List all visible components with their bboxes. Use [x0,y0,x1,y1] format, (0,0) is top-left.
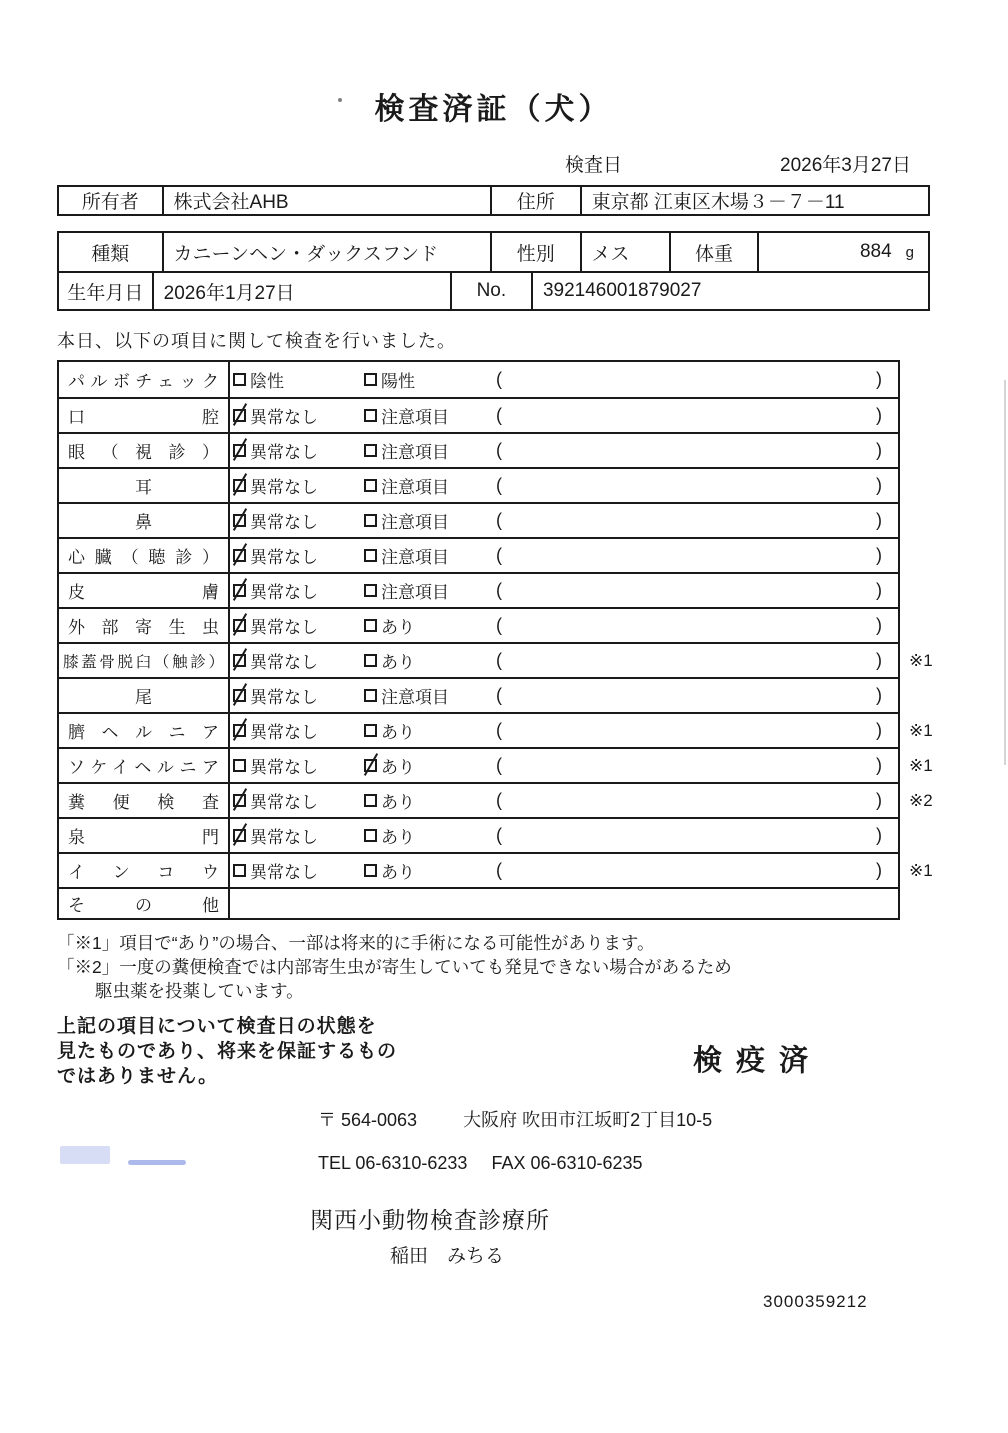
inspection-date-label: 検査日 [565,155,623,176]
footnote-marker: ※1 [909,755,933,775]
exam-item-label: 眼（視診） [68,443,219,462]
exam-item-label-cell [59,644,230,677]
remarks-field [496,860,898,881]
disclaimer-line-1: 上記の項目について検査日の状態を [57,1016,377,1037]
paren-open: ( [496,720,502,740]
exam-row [59,467,898,502]
disclaimer [57,1014,477,1089]
breed-value: カニーンヘン・ダックスフンド [162,233,490,271]
inspection-date-row [57,150,930,177]
exam-item-content [230,644,898,677]
checkbox-icon [233,724,246,737]
exam-option-2-label: 注意項目 [381,408,449,427]
checkbox-icon [233,864,246,877]
exam-table [57,360,933,920]
footnote-2-line-2: 駆虫薬を投薬しています。 [95,981,304,1001]
exam-item-content [230,819,898,852]
exam-item-content [230,469,898,502]
exam-item-label-cell [59,362,230,397]
exam-item-label-cell [59,714,230,747]
exam-item-label: 尾 [135,688,152,707]
checkbox-icon [233,654,246,667]
exam-option-1 [233,613,364,638]
exam-row [59,712,933,747]
pet-table-row-1 [59,233,928,271]
exam-row [59,852,933,887]
exam-row [59,887,898,918]
exam-option-2 [364,438,496,463]
exam-item-content [230,889,898,918]
checkbox-icon [364,829,377,842]
checkbox-icon [233,584,246,597]
exam-row [59,677,898,712]
exam-option-2 [364,578,496,603]
scan-artifact-blue [60,1146,110,1164]
exam-item-label-cell [59,504,230,537]
clinic-address: 大阪府 吹田市江坂町2丁目10-5 [463,1110,713,1130]
sex-label: 性別 [490,233,580,271]
exam-item-label: 糞便検査 [68,793,219,812]
exam-option-1 [233,543,364,568]
checkbox-icon [364,794,377,807]
footnote-1: 「※1」項目で“あり”の場合、一部は将来的に手術になる可能性があります。 [57,933,655,953]
exam-item-label-cell [59,854,230,887]
remarks-field [496,440,898,461]
exam-item-content [230,434,898,467]
exam-option-2-label: 陽性 [381,372,415,391]
exam-option-1-label: 異常なし [250,408,318,427]
exam-option-1-label: 異常なし [250,653,318,672]
exam-item-label-cell [59,819,230,852]
exam-option-1 [233,823,364,848]
paren-close: ) [876,685,882,705]
exam-option-1 [233,367,364,392]
exam-option-1-label: 異常なし [250,688,318,707]
exam-item-label: 膝蓋骨脱臼（触診） [63,653,224,671]
checkbox-icon [364,514,377,527]
exam-option-1 [233,753,364,778]
pet-table-row-2 [59,271,928,309]
exam-option-2 [364,683,496,708]
exam-item-label-cell [59,784,230,817]
checkbox-icon [364,654,377,667]
id-number-value: 392146001879027 [531,273,928,309]
remarks-field [496,720,898,741]
exam-item-content [230,362,898,397]
exam-row [59,817,898,852]
paren-close: ) [876,369,882,389]
exam-option-2 [364,788,496,813]
exam-item-content [230,609,898,642]
clinic-phone-line [318,1153,930,1174]
exam-item-label: 皮膚 [68,583,219,602]
exam-item-label-cell [59,609,230,642]
checkbox-icon [364,479,377,492]
exam-option-1 [233,683,364,708]
exam-item-label: 鼻 [135,513,152,532]
scan-artifact-edge [1004,380,1006,765]
address-label: 住所 [490,187,580,214]
exam-option-2 [364,473,496,498]
exam-option-2 [364,403,496,428]
exam-item-label: 臍ヘルニア [68,723,219,742]
paren-close: ) [876,755,882,775]
exam-option-1 [233,718,364,743]
exam-item-content [230,399,898,432]
exam-option-2-label: 注意項目 [381,688,449,707]
owner-table [57,185,930,216]
footnote-marker: ※2 [909,790,933,810]
exam-option-2-label: 注意項目 [381,513,449,532]
paren-close: ) [876,790,882,810]
paren-close: ) [876,475,882,495]
checkbox-icon [364,549,377,562]
exam-item-label-cell [59,469,230,502]
weight-value: 884 [859,241,892,262]
exam-option-1 [233,473,364,498]
exam-item-label-cell [59,574,230,607]
paren-close: ) [876,580,882,600]
exam-row [59,642,933,677]
exam-item-label: パルボチェック [68,372,219,391]
remarks-field [496,475,898,496]
remarks-field [496,405,898,426]
footnote-marker: ※1 [909,720,933,740]
remarks-field [496,615,898,636]
checkbox-icon [364,689,377,702]
paren-open: ( [496,790,502,810]
exam-option-1 [233,648,364,673]
exam-option-1 [233,438,364,463]
disclaimer-line-2: 見たものであり、将来を保証するもの [57,1041,398,1062]
id-number-label: No. [450,273,531,309]
exam-row [59,782,933,817]
exam-item-content [230,854,898,887]
exam-option-2 [364,858,496,883]
exam-option-1 [233,508,364,533]
exam-item-label: その他 [68,896,219,915]
checkbox-icon [233,549,246,562]
remarks-field [496,825,898,846]
exam-item-label-cell [59,889,230,918]
exam-option-1-label: 異常なし [250,723,318,742]
weight-value-cell [757,233,928,271]
exam-item-label: 泉門 [68,828,219,847]
weight-label: 体重 [669,233,757,271]
exam-item-label-cell [59,539,230,572]
paren-close: ) [876,440,882,460]
remarks-field [496,369,898,390]
checkbox-icon [233,829,246,842]
veterinarian-name: 稲田 みちる [390,1246,505,1267]
exam-option-1-label: 異常なし [250,758,318,777]
breed-label: 種類 [91,243,130,265]
exam-option-2 [364,613,496,638]
paren-close: ) [876,405,882,425]
exam-option-1 [233,403,364,428]
exam-option-1-label: 異常なし [250,863,318,882]
paren-open: ( [496,755,502,775]
address-value: 東京都 江東区木場３－７－11 [580,187,928,214]
exam-option-1-label: 異常なし [250,443,318,462]
exam-item-label: 耳 [135,478,152,497]
remarks-field [496,650,898,671]
checkbox-icon [233,619,246,632]
exam-item-label: ソケイヘルニア [68,758,219,777]
paren-close: ) [876,615,882,635]
exam-item-label: 心臓（聴診） [68,548,219,567]
document-title: 検査済証（犬） [374,93,613,126]
paren-open: ( [496,615,502,635]
remarks-field [496,580,898,601]
exam-option-1-label: 異常なし [250,828,318,847]
exam-row [59,362,898,397]
checkbox-icon [233,373,246,386]
scan-artifact-dot [338,98,342,102]
exam-item-label: インコウ [68,863,219,882]
footnotes [57,931,930,1003]
weight-unit: g [905,243,914,261]
checkbox-icon [233,479,246,492]
remarks-field [496,545,898,566]
paren-open: ( [496,545,502,565]
exam-option-1 [233,858,364,883]
paren-close: ) [876,860,882,880]
checkbox-icon [364,584,377,597]
checkbox-icon [233,409,246,422]
paren-open: ( [496,860,502,880]
exam-option-1-label: 異常なし [250,478,318,497]
checkbox-icon [364,444,377,457]
paren-open: ( [496,510,502,530]
exam-option-1 [233,788,364,813]
exam-option-2 [364,718,496,743]
exam-option-1-label: 異常なし [250,618,318,637]
footnote-marker: ※1 [909,860,933,880]
checkbox-icon [364,373,377,386]
clinic-fax: FAX 06-6310-6235 [491,1153,643,1173]
exam-row [59,432,898,467]
paren-close: ) [876,545,882,565]
checkbox-icon [233,689,246,702]
exam-option-2-label: あり [381,863,415,882]
serial-number: 3000359212 [763,1292,868,1311]
remarks-field [496,510,898,531]
owner-label: 所有者 [81,192,139,213]
exam-option-1-label: 異常なし [250,793,318,812]
checkbox-icon [233,794,246,807]
exam-option-2 [364,508,496,533]
exam-option-2-label: あり [381,828,415,847]
exam-item-label: 外部寄生虫 [68,618,219,637]
exam-option-1-label: 異常なし [250,583,318,602]
exam-option-2-label: 注意項目 [381,548,449,567]
paren-open: ( [496,440,502,460]
exam-item-content [230,574,898,607]
pet-table [57,231,930,311]
owner-value: 株式会社AHB [162,187,491,214]
checkbox-icon [364,864,377,877]
exam-item-label-cell [59,434,230,467]
exam-row [59,537,898,572]
intro-text: 本日、以下の項目に関して検査を行いました。 [57,331,456,351]
checkbox-icon [364,759,377,772]
exam-item-content [230,539,898,572]
exam-option-2-label: あり [381,793,415,812]
exam-item-label-cell [59,399,230,432]
remarks-field [496,790,898,811]
exam-option-2-label: 注意項目 [381,583,449,602]
paren-close: ) [876,510,882,530]
disclaimer-line-3: ではありません。 [57,1066,219,1087]
exam-row [59,607,898,642]
exam-option-2-label: 注意項目 [381,478,449,497]
exam-option-2-label: あり [381,723,415,742]
paren-close: ) [876,720,882,740]
exam-item-content [230,714,898,747]
paren-open: ( [496,825,502,845]
exam-row [59,502,898,537]
scan-artifact-blue [128,1160,186,1165]
exam-option-1-label: 異常なし [250,513,318,532]
exam-option-2 [364,823,496,848]
exam-row [59,747,933,782]
footnote-2-line-1: 「※2」一度の糞便検査では内部寄生虫が寄生していても発見できない場合があるため [57,957,732,977]
inspection-date-value: 2026年3月27日 [780,155,911,176]
postal-code: 〒 564-0063 [318,1110,418,1130]
checkbox-icon [233,514,246,527]
exam-row [59,397,898,432]
checkbox-icon [364,724,377,737]
checkbox-icon [364,409,377,422]
paren-open: ( [496,369,502,389]
birth-value: 2026年1月27日 [152,273,450,309]
exam-option-1 [233,578,364,603]
exam-option-1-label: 異常なし [250,548,318,567]
clinic-name: 関西小動物検査診療所 [310,1207,550,1233]
exam-option-2 [364,367,496,392]
checkbox-icon [364,619,377,632]
exam-item-label: 口腔 [68,408,219,427]
paren-open: ( [496,650,502,670]
exam-item-content [230,749,898,782]
exam-option-1-label: 陰性 [250,372,284,391]
paren-close: ) [876,650,882,670]
exam-item-content [230,504,898,537]
sex-value: メス [580,233,670,271]
paren-close: ) [876,825,882,845]
exam-row [59,572,898,607]
exam-item-label-cell [59,679,230,712]
paren-open: ( [496,405,502,425]
checkbox-icon [233,759,246,772]
paren-open: ( [496,685,502,705]
remarks-field [496,755,898,776]
exam-option-2 [364,648,496,673]
clinic-tel: TEL 06-6310-6233 [318,1153,468,1173]
quarantine-stamp: 検疫済 [693,1045,823,1077]
exam-item-content [230,679,898,712]
paren-open: ( [496,580,502,600]
exam-option-2-label: あり [381,618,415,637]
checkbox-icon [233,444,246,457]
paren-open: ( [496,475,502,495]
exam-item-label-cell [59,749,230,782]
exam-option-2-label: 注意項目 [381,443,449,462]
exam-item-content [230,784,898,817]
remarks-field [496,685,898,706]
footnote-marker: ※1 [909,650,933,670]
exam-option-2 [364,753,496,778]
clinic-address-line [318,1106,930,1132]
birth-label: 生年月日 [67,282,144,304]
exam-option-2 [364,543,496,568]
exam-option-2-label: あり [381,758,415,777]
exam-option-2-label: あり [381,653,415,672]
